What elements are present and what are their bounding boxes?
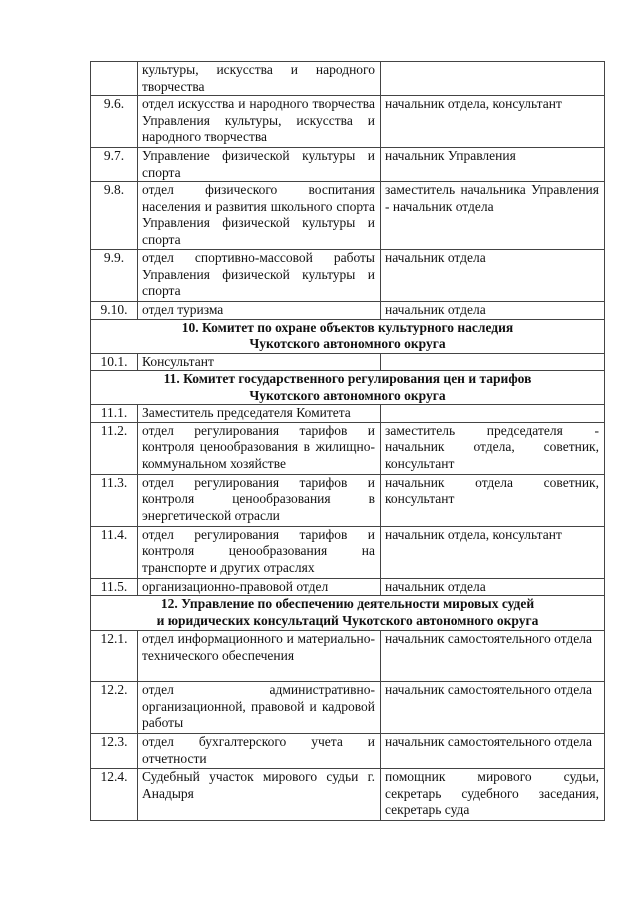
- row-number-cell: 9.7.: [91, 148, 138, 182]
- table-row: [91, 405, 605, 423]
- staff-positions-table: [90, 61, 605, 821]
- unit-name-cell: отдел регулирования тарифов и контроля ценообразования в энергетической отрасли: [138, 474, 381, 526]
- section-header-row: [91, 596, 605, 631]
- table-row: [91, 62, 605, 96]
- table-row: [91, 148, 605, 182]
- unit-name-cell: отдел регулирования тарифов и контроля ценообразования в жилищно-коммунальном хозяйстве: [138, 422, 381, 474]
- unit-name-cell: отдел физического воспитания населения и развития школьного спорта Управления физической культуры и спорта: [138, 182, 381, 250]
- row-number-cell: 11.4.: [91, 526, 138, 578]
- position-cell: [381, 353, 605, 371]
- section-title: [91, 319, 605, 353]
- row-number-cell: 12.2.: [91, 682, 138, 734]
- unit-name-cell: Судебный участок мирового судьи г. Анадыря: [138, 769, 381, 821]
- position-cell: заместитель начальника Управления - начальник отдела: [381, 182, 605, 250]
- row-number-cell: 9.10.: [91, 302, 138, 320]
- row-number-cell: 11.2.: [91, 422, 138, 474]
- row-number-cell: 12.1.: [91, 631, 138, 682]
- section-title: [91, 596, 605, 631]
- position-cell: начальник самостоятельного отдела: [381, 682, 605, 734]
- unit-name-cell: отдел туризма: [138, 302, 381, 320]
- row-number-cell: 10.1.: [91, 353, 138, 371]
- table-row: [91, 96, 605, 148]
- unit-name-cell: отдел информационного и материально-технического обеспечения: [138, 631, 381, 682]
- row-number-cell: 11.1.: [91, 405, 138, 423]
- table-row: [91, 182, 605, 250]
- position-cell: начальник отдела, консультант: [381, 96, 605, 148]
- unit-name-cell: отдел спортивно-массовой работы Управления физической культуры и спорта: [138, 250, 381, 302]
- table-row: [91, 422, 605, 474]
- unit-name-cell: отдел регулирования тарифов и контроля ценообразования на транспорте и других отраслях: [138, 526, 381, 578]
- position-cell: заместитель председателя - начальник отдела, советник, консультант: [381, 422, 605, 474]
- row-number-cell: 9.9.: [91, 250, 138, 302]
- position-cell: помощник мирового судьи, секретарь судебного заседания, секретарь суда: [381, 769, 605, 821]
- section-header-row: [91, 319, 605, 353]
- unit-name-cell: Заместитель председателя Комитета: [138, 405, 381, 423]
- section-title: [91, 371, 605, 405]
- position-cell: начальник самостоятельного отдела: [381, 631, 605, 682]
- row-number-cell: 11.5.: [91, 578, 138, 596]
- table-row: [91, 769, 605, 821]
- position-cell: [381, 405, 605, 423]
- table-row: [91, 682, 605, 734]
- table-row: [91, 474, 605, 526]
- position-cell: начальник отдела советник, консультант: [381, 474, 605, 526]
- unit-name-cell: отдел искусства и народного творчества Управления культуры, искусства и народного творчества: [138, 96, 381, 148]
- row-number-cell: 12.3.: [91, 734, 138, 769]
- section-title-line: Чукотского автономного округа: [249, 387, 446, 403]
- unit-name-cell: отдел административно-организационной, правовой и кадровой работы: [138, 682, 381, 734]
- position-cell: начальник самостоятельного отдела: [381, 734, 605, 769]
- row-number-cell: 9.8.: [91, 182, 138, 250]
- table-row: [91, 250, 605, 302]
- position-cell: начальник отдела: [381, 578, 605, 596]
- table-row: [91, 734, 605, 769]
- row-number-cell: 9.6.: [91, 96, 138, 148]
- row-number-cell: [91, 62, 138, 96]
- row-number-cell: 11.3.: [91, 474, 138, 526]
- position-cell: начальник Управления: [381, 148, 605, 182]
- section-title-line: 10. Комитет по охране объектов культурного наследия: [181, 319, 514, 335]
- position-cell: [381, 62, 605, 96]
- position-cell: начальник отдела: [381, 302, 605, 320]
- row-number-cell: 12.4.: [91, 769, 138, 821]
- table-row: [91, 526, 605, 578]
- position-cell: начальник отдела: [381, 250, 605, 302]
- unit-name-cell: культуры, искусства и народного творчества: [138, 62, 381, 96]
- section-header-row: [91, 371, 605, 405]
- table-row: [91, 578, 605, 596]
- unit-name-cell: отдел бухгалтерского учета и отчетности: [138, 734, 381, 769]
- section-title-line: Чукотского автономного округа: [249, 336, 446, 351]
- section-title-line: и юридических консультаций Чукотского автономного округа: [156, 612, 539, 628]
- section-title-line: 12. Управление по обеспечению деятельности мировых судей: [160, 596, 535, 611]
- table-row: [91, 302, 605, 320]
- position-cell: начальник отдела, консультант: [381, 526, 605, 578]
- section-title-line: 11. Комитет государственного регулирования цен и тарифов: [163, 371, 532, 386]
- unit-name-cell: Управление физической культуры и спорта: [138, 148, 381, 182]
- unit-name-cell: организационно-правовой отдел: [138, 578, 381, 596]
- unit-name-cell: Консультант: [138, 353, 381, 371]
- table-row: [91, 353, 605, 371]
- table-row: [91, 631, 605, 682]
